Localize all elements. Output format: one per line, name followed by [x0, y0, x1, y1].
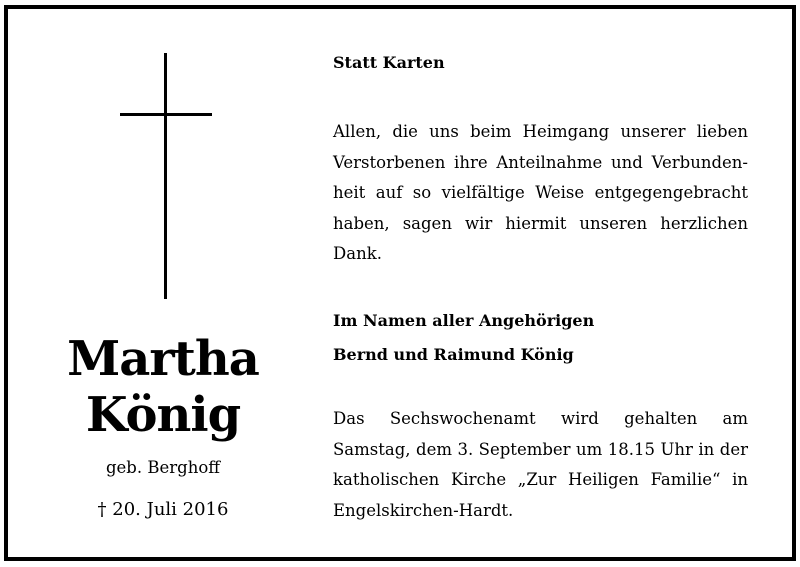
obituary-card: [4, 5, 796, 561]
service-paragraph: Das Sechswochenamt wird gehalten am Samstag, dem 3. September um 18.15 Uhr in der katholischen Kirche „Zur Heiligen Familie“ in Engelskirchen-Hardt.: [333, 409, 748, 520]
family-names: Bernd und Raimund König: [333, 345, 574, 364]
death-date: † 20. Juli 2016: [97, 499, 229, 520]
deceased-first-name: Martha: [67, 331, 259, 387]
deceased-name: [28, 331, 298, 443]
cross-icon: [120, 53, 212, 299]
notice-heading: Statt Karten: [333, 53, 445, 72]
thanks-paragraph: Allen, die uns beim Heimgang unserer lieben Verstorbenen ihre Anteilnahme und Verbundenheit auf so vielfältige Weise entgegengebracht haben, sagen wir hiermit unseren herzlichen Dank.: [333, 122, 748, 263]
maiden-name: geb. Berghoff: [105, 458, 220, 477]
deceased-last-name: König: [85, 387, 241, 443]
family-intro: Im Namen aller Angehörigen: [333, 311, 595, 330]
